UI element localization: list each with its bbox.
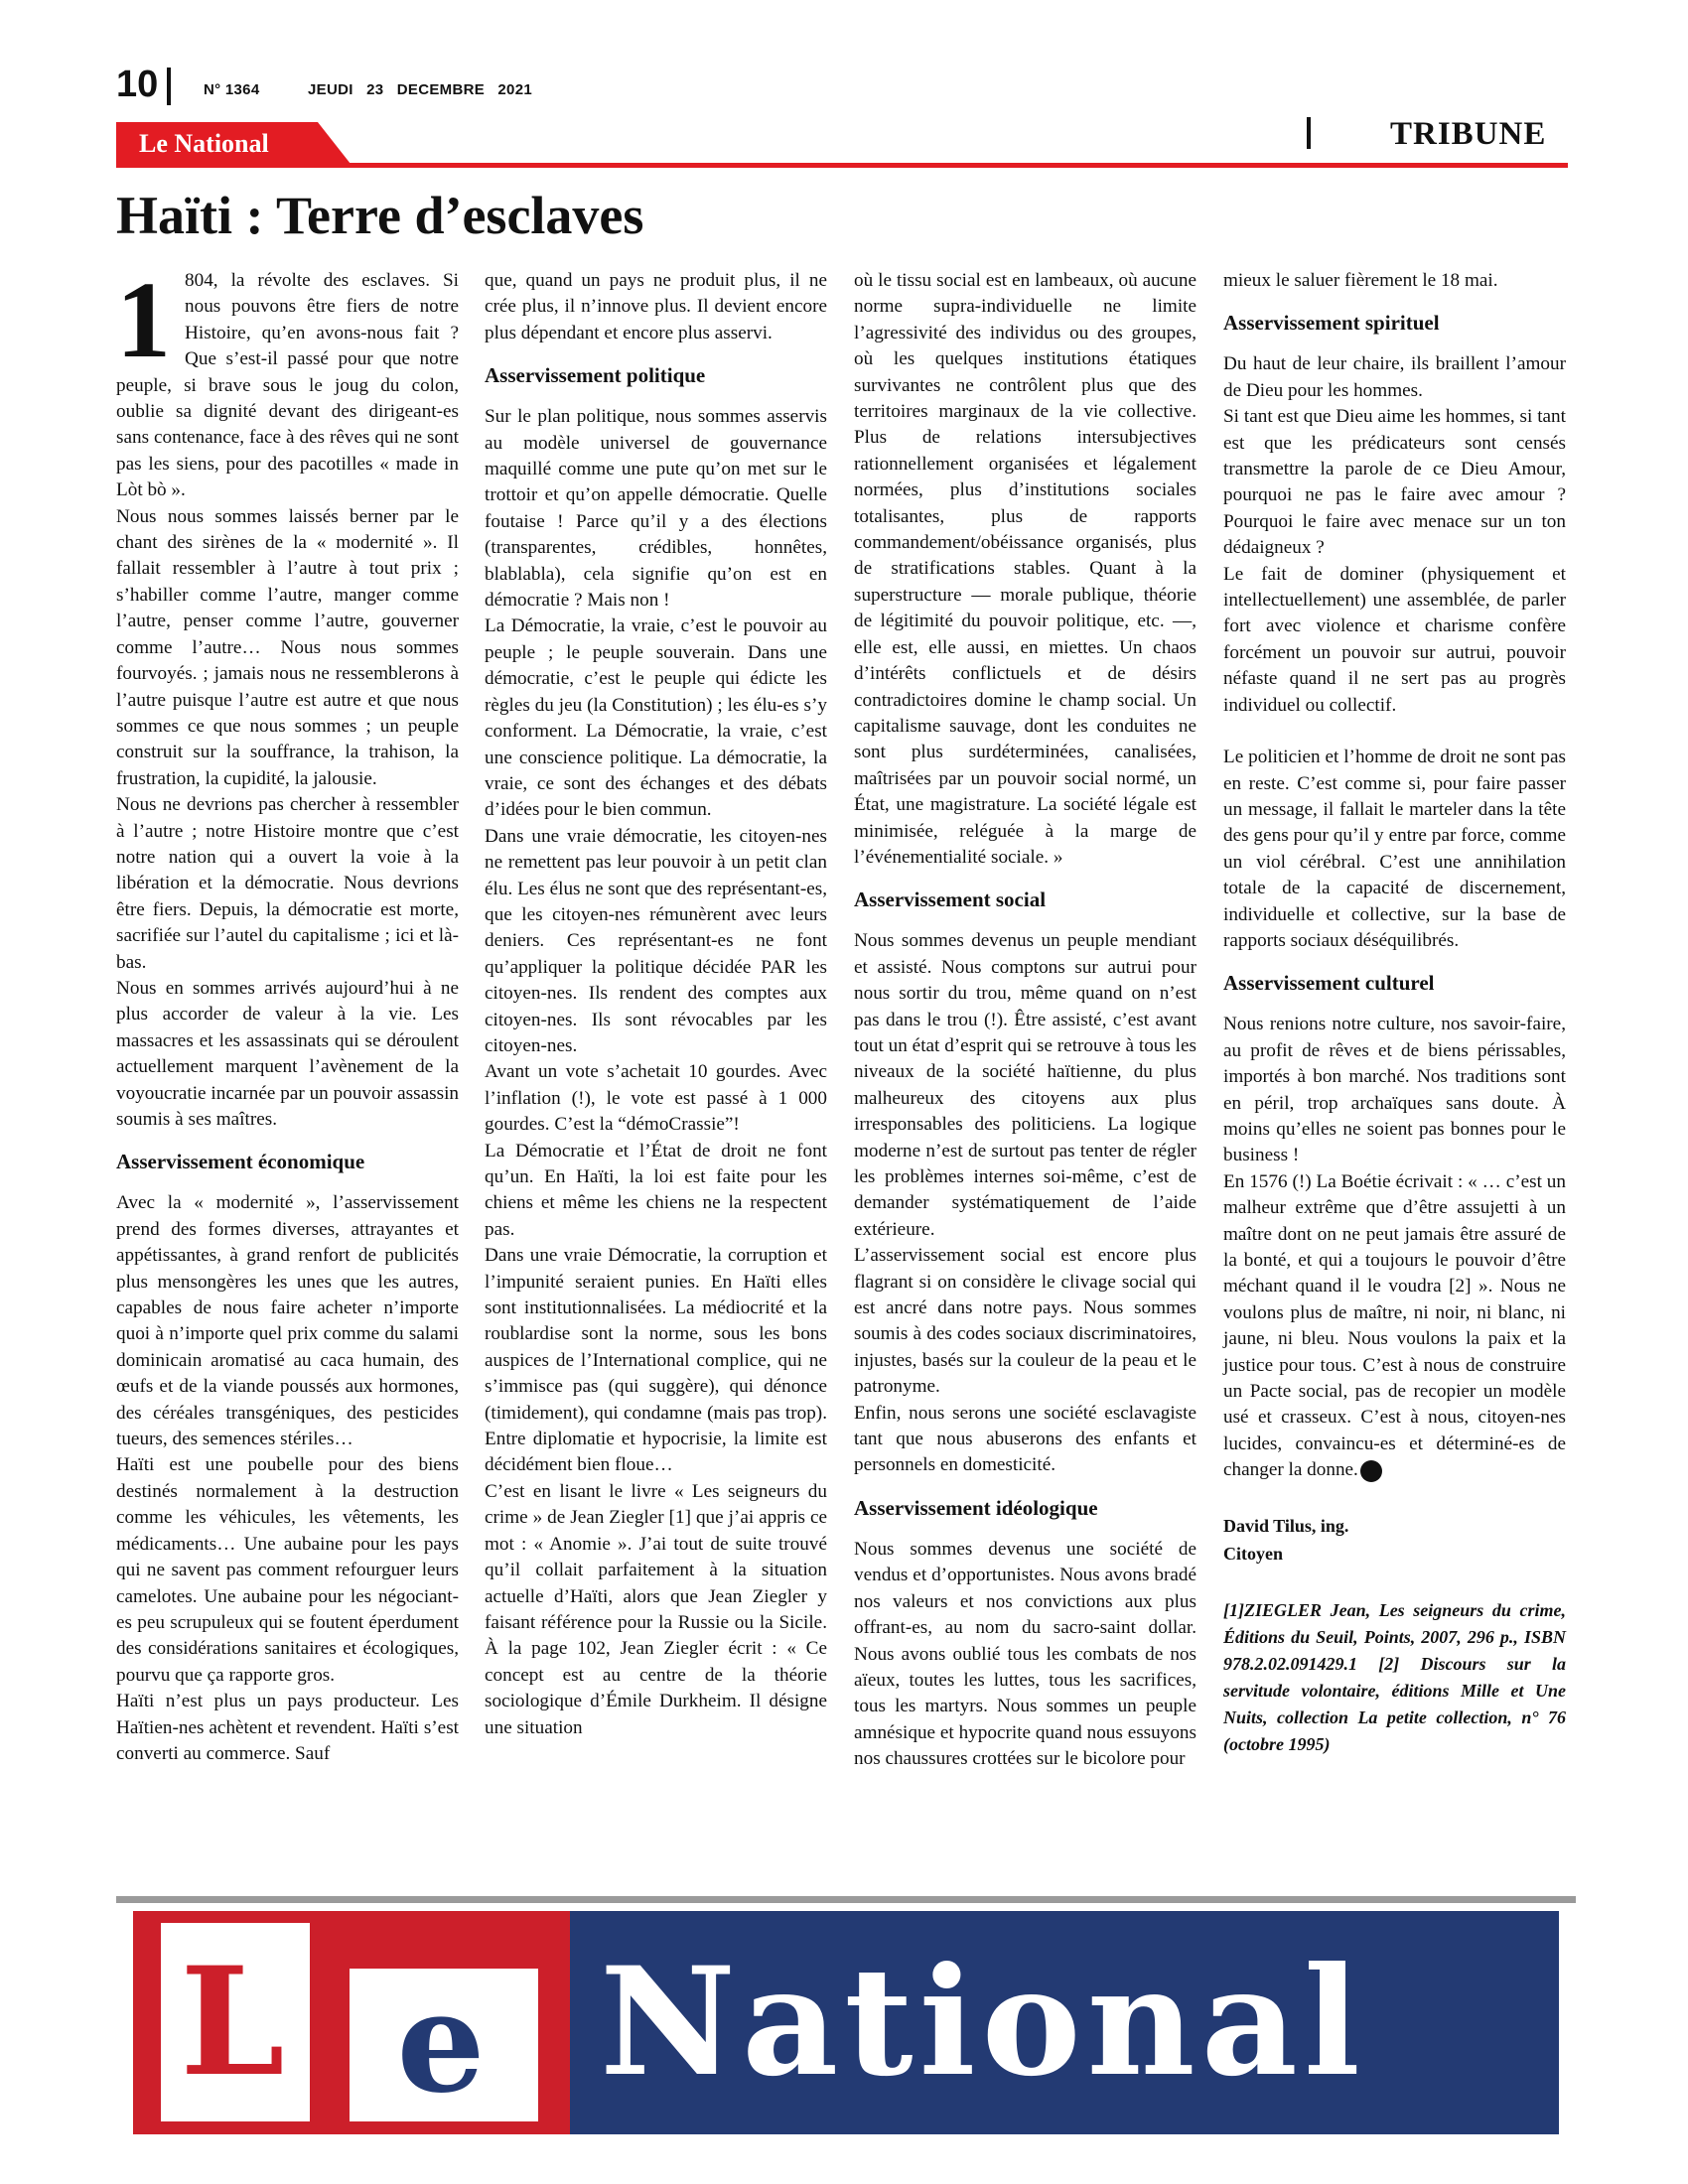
logo-word-national: National <box>600 1935 1366 2110</box>
logo-letter-l: L <box>161 1923 310 2121</box>
paragraph: Nous en sommes arrivés aujourd’hui à ne plus accorder de valeur à la vie. Les massacres et les assassinats qui se déroulent actuellement marquent l’avènement de la voyoucratie incarnée par un pouvoir assassin soumis à ses maîtres. <box>116 977 459 1130</box>
paragraph: Haïti est une poubelle pour des biens destinés normalement à la destruction comme les véhicules, les vêtements, les médicaments… Une aubaine pour les pays qui ne savent pas comment refourguer leurs camelotes. Une aubaine pour les négociant-es peu scrupuleux qui se foutent éperdument des considérations sanitaires et écologiques, pourvu que ça rapporte gros. <box>116 1454 459 1686</box>
issue-date: JEUDI 23 DECEMBRE 2021 <box>308 81 532 98</box>
logo-text <box>133 1911 1559 2134</box>
logo-letter-e: e <box>350 1969 538 2121</box>
footer-grey-rule <box>116 1896 1576 1903</box>
paragraph: Dans une vraie démocratie, les citoyen-nes ne remettent pas leur pouvoir à un petit clan élu. Les élus ne sont que des représentant-es, que les citoyen-nes rémunèrent avec leurs deniers. Ces représentant-es ne font qu’appliquer la politique décidée PAR les citoyen-nes. Ils rendent des comptes aux citoyen-nes. Ils sont révocables par les citoyen-nes. <box>485 825 827 1056</box>
paragraph: L’asservissement social est encore plus flagrant si on considère le clivage social qui est ancré dans notre pays. Nous sommes soumis à des codes sociaux discriminatoires, injustes, basés sur la couleur de la peau et le patronyme. <box>854 1245 1196 1398</box>
paragraph: Le fait de dominer (physiquement et intellectuellement) une assemblée, de parler fort avec violence et charisme confère forcément un pouvoir sur autrui, pouvoir néfaste quand il ne sert pas au progrès individuel ou collectif. <box>1223 563 1566 716</box>
paragraph: Du haut de leur chaire, ils braillent l’amour de Dieu pour les hommes. <box>1223 353 1566 401</box>
subheading: Asservissement idéologique <box>854 1495 1098 1520</box>
paragraph: Nous sommes devenus un peuple mendiant et assisté. Nous comptons sur autrui pour nous sortir du trou, même quand on n’est pas dans le trou (!). Être assisté, c’est avant tout un état d’esprit qui se retrouve à tous les niveaux de la société haïtienne, du plus malheureux des citoyens aux plus irresponsables des politiciens. La logique moderne n’est de surtout pas tenter de régler les problèmes internes soi-même, c’est de demander systématiquement de l’aide extérieure. <box>854 930 1196 1240</box>
section-divider <box>1307 117 1311 149</box>
author-name: David Tilus, ing. <box>1223 1515 1349 1536</box>
paragraph-text: En 1576 (!) La Boétie écrivait : « … c’est un malheur extrême que d’être assujetti à un maître dont on ne peut jamais être assuré de la bonté, et qui a toujours le pouvoir d’être méchant quand il le voudra [2] ». Nous ne voulons plus de maître, ni noir, ni blanc, ni jaune, ni bleu. Nous voulons la paix et la justice pour tous. C’est à nous de construire un Pacte social, pas de recopier un modèle usé et crasseux. C’est à nous, citoyen-nes lucides, convaincu-es et déterminé-es de changer la donne. <box>1223 1170 1566 1481</box>
article-column-3 <box>854 268 1196 1773</box>
references: [1]ZIEGLER Jean, Les seigneurs du crime, Éditions du Seuil, Points, 2007, 296 p., ISBN 978.2.02.091429.1 [2] Discours sur la servitude volontaire, éditions Mille et Une Nuits, collection La petite collection, n° 76 (octobre 1995) <box>1223 1599 1566 1754</box>
le-national-logo-banner <box>133 1911 1559 2134</box>
paragraph: Nous sommes devenus une société de vendus et d’opportunistes. Nous avons bradé nos valeurs et nos convictions aux plus offrant-es, au nom du sacro-saint dollar. Nous avons oublié tous les combats de nos aïeux, toutes les luttes, tous les sacrifices, tous les martyrs. Nous sommes un peuple amnésique et hypocrite quand nous essuyons nos chaussures crottées sur le bicolore pour <box>854 1538 1196 1770</box>
subheading: Asservissement social <box>854 887 1047 912</box>
paragraph-final <box>1223 1169 1566 1484</box>
paragraph: Si tant est que Dieu aime les hommes, si tant est que les prédicateurs sont censés transmettre la parole de ce Dieu Amour, pourquoi ne pas le faire avec amour ? Pourquoi le faire avec menace sur un ton dédaigneux ? <box>1223 406 1566 559</box>
paragraph: Le politicien et l’homme de droit ne sont pas en reste. C’est comme si, pour faire passer un message, il fallait le marteler dans la tête des gens pour qu’il y entre par force, comme un viol cérébral. C’est une annihilation totale de la capacité de discernement, individuelle et collective, sur la base de rapports sociaux déséquilibrés. <box>1223 747 1566 951</box>
article-column-1 <box>116 259 459 1767</box>
page-number: 10 <box>116 64 159 105</box>
article-column-4 <box>1223 268 1566 1758</box>
paragraph: mieux le saluer fièrement le 18 mai. <box>1223 270 1498 291</box>
header-red-rule <box>116 163 1568 168</box>
paragraph: 804, la révolte des esclaves. Si nous pouvons être fiers de notre Histoire, qu’en avons-nous fait ? Que s’est-il passé pour que notre peuple, si brave sous le joug du colon, oublie sa dignité devant des dirigeant-es sans contenance, face à des rêves qui ne sont pas les siens, pour des pacotilles « made in Lòt bò ». <box>116 270 459 501</box>
subheading: Asservissement culturel <box>1223 971 1435 996</box>
author-role: Citoyen <box>1223 1543 1283 1564</box>
paragraph: Sur le plan politique, nous sommes asservis au modèle universel de gouvernance maquillé comme une pute qu’on met sur le trottoir et qu’on appelle démocratie. Quelle foutaise ! Parce qu’il y a des élections (transparentes, crédibles, honnêtes, blablabla), cela signifie qu’on est en démocratie ? Mais non ! <box>485 406 827 612</box>
paragraph: que, quand un pays ne produit plus, il ne crée plus, il n’innove plus. Il devient encore plus dépendant et encore plus asservi. <box>485 270 827 343</box>
section-label: TRIBUNE <box>1390 116 1547 152</box>
paragraph: La Démocratie et l’État de droit ne font qu’un. En Haïti, la loi est faite pour les chiens et même les chiens ne la respectent pas. <box>485 1140 827 1240</box>
paragraph: où le tissu social est en lambeaux, où aucune norme supra-individuelle ne limite l’agressivité des individus ou des groupes, où les quelques institutions étatiques survivantes ne contrôlent plus que des territoires marginaux de la vie collective. Plus de relations intersubjectives rationnellement organisées et légalement normées, plus d’institutions sociales totalisantes, plus de rapports commandement/obéissance organisés, plus de stratifications stables. Quant à la superstructure — morale publique, théorie de légitimité du pouvoir politique, etc. —, elle est, elle aussi, en miettes. Un chaos d’intérêts conflictuels et de désirs contradictoires domine le champ social. Un capitalisme sauvage, dont les conduites ne sont plus surdéterminées, canalisées, maîtrisées par un pouvoir social normé, un État, une magistrature. La société légale est minimisée, reléguée à la marge de l’événementialité sociale. » <box>854 270 1196 868</box>
subheading: Asservissement spirituel <box>1223 311 1440 336</box>
article-column-2 <box>485 268 827 1741</box>
paragraph: Avec la « modernité », l’asservissement prend des formes diverses, attrayantes et appétissantes, à grand renfort de publicités plus mensongères les unes que les autres, capables de nous faire acheter n’importe quoi à n’importe quel prix comme du salami dominicain aromatisé au caca humain, des œufs et de la viande poussés aux hormones, des céréales transgéniques, des pesticides tueurs, des semences stériles… <box>116 1192 459 1450</box>
newspaper-tag-label: Le National <box>139 129 269 158</box>
end-of-article-icon <box>1360 1460 1382 1482</box>
issue-number: N° 1364 <box>204 81 260 98</box>
subheading: Asservissement économique <box>116 1150 365 1174</box>
paragraph: Dans une vraie Démocratie, la corruption et l’impunité seraient punies. En Haïti elles sont institutionnalisées. La médiocrité et la roublardise sont la norme, sous les bons auspices de l’International complice, qui ne s’immisce pas (qui suggère), qui dénonce (timidement), qui condamne (mais pas trop). Entre diplomatie et hypocrisie, la limite est décidément bien floue… <box>485 1245 827 1476</box>
paragraph: Nous renions notre culture, nos savoir-faire, au profit de rêves et de biens périssables, importés à bon marché. Nos traditions sont en péril, trop archaïques sans doute. À moins qu’elles ne soient pas bonnes pour le business ! <box>1223 1014 1566 1166</box>
header-divider <box>167 68 171 105</box>
drop-cap: 1 <box>116 259 171 380</box>
paragraph: Haïti n’est plus un pays producteur. Les Haïtien-nes achètent et revendent. Haïti s’est converti au commerce. Sauf <box>116 1691 459 1764</box>
paragraph: Nous ne devrions pas chercher à ressembler à l’autre ; notre Histoire montre que c’est notre nation qui a ouvert la voie à la libération et la démocratie. Nous devrions être fiers. Depuis, la démocratie est morte, sacrifiée sur l’autel du capitalisme ; ici et là-bas. <box>116 794 459 973</box>
paragraph: C’est en lisant le livre « Les seigneurs du crime » de Jean Ziegler [1] que j’ai appris ce mot : « Anomie ». J’ai tout de suite trouvé qu’il collait parfaitement à la situation actuelle d’Haïti, alors que Jean Ziegler y faisant référence pour la Russie ou la Sicile. À la page 102, Jean Ziegler écrit : « Ce concept est au centre de la théorie sociologique d’Émile Durkheim. Il désigne une situation <box>485 1480 827 1738</box>
paragraph: Avant un vote s’achetait 10 gourdes. Avec l’inflation (!), le vote est passé à 1 000 gourdes. C’est la “démoCrassie”! <box>485 1061 827 1136</box>
paragraph: La Démocratie, la vraie, c’est le pouvoir au peuple ; le peuple souverain. Dans une démocratie, c’est le peuple qui édicte les règles du jeu (la Constitution) ; les élu-es s’y conforment. La Démocratie, la vraie, c’est une conscience politique. La démocratie, la vraie, ce sont des échanges et des débats d’idées pour le bien commun. <box>485 615 827 821</box>
subheading: Asservissement politique <box>485 363 706 388</box>
article-title: Haïti : Terre d’esclaves <box>116 186 644 245</box>
paragraph: Nous nous sommes laissés berner par le chant des sirènes de la « modernité ». Il fallait ressembler à l’autre à tout prix ; s’habiller comme l’autre, manger comme l’autre, penser comme l’autre, gouverner comme l’autre… Nous nous sommes fourvoyés. ; jamais nous ne ressemblerons à l’autre puisque l’autre est autre et que nous sommes ce que nous sommes ; un peuple construit sur la souffrance, la trahison, la frustration, la cupidité, la jalousie. <box>116 505 459 789</box>
paragraph: Enfin, nous serons une société esclavagiste tant que nous abuserons des enfants et personnels en domesticité. <box>854 1402 1196 1476</box>
